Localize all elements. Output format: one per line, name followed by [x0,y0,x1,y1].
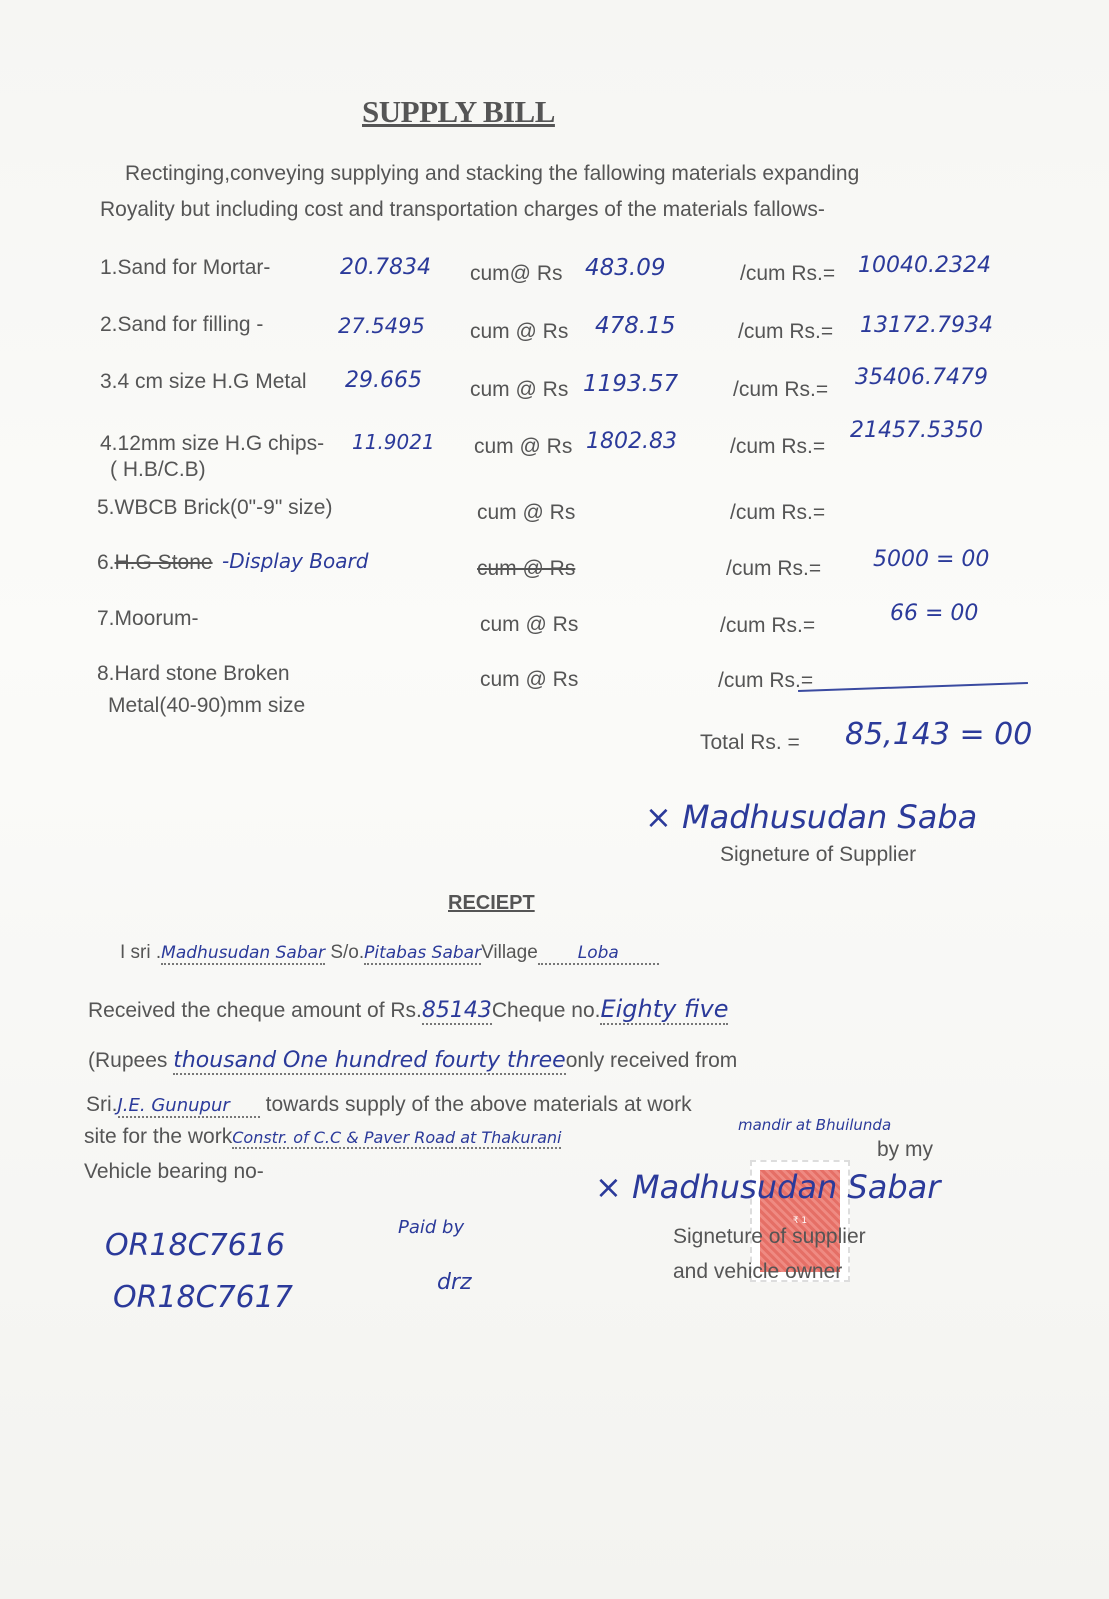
sri-label: Sri. [86,1093,118,1116]
item-6-label [97,551,213,575]
receipt-signature-label: Signeture of supplier [673,1225,866,1248]
cheque-hand: Eighty five [600,995,729,1023]
receipt-line-5 [84,1125,561,1149]
item-3-rate: 1193.57 [583,371,679,397]
item-3-amount: 35406.7479 [855,365,988,390]
item-3-rs: /cum Rs.= [733,378,829,401]
village-hand: Loba [538,943,659,965]
total-value: 85,143 = 00 [845,717,1033,752]
item-3-cum: cum @ Rs [470,378,569,401]
rupees-hand: thousand One hundred fourty three [173,1048,566,1073]
vehicle-number-2: OR18C7617 [113,1280,293,1315]
item-7-amount: 66 = 00 [890,601,979,626]
item-6-cum: cum @ Rs [477,557,576,580]
item-1-rs: /cum Rs.= [740,262,836,285]
only-label: only received from [565,1049,738,1072]
item-5-cum: cum @ Rs [477,501,576,524]
item-1-amount: 10040.2324 [858,253,991,278]
cheque-label: Cheque no. [491,999,601,1022]
total-label: Total Rs. = [700,731,800,754]
item-8-cum: cum @ Rs [480,668,579,691]
village-label: Village [481,942,538,963]
intro-line-1: Rectinging,conveying supplying and stacking the fallowing materials expanding [125,162,860,185]
item-7-rs: /cum Rs.= [720,614,816,637]
vehicle-label: Vehicle bearing no- [84,1160,264,1183]
so-label: S/o. [330,942,365,963]
sri-hand: J.E. Gunupur [118,1095,260,1118]
intro-line-2: Royality but including cost and transportation charges of the materials fallows- [100,198,825,221]
rupees-label: (Rupees [88,1049,168,1072]
receipt-title: RECIEPT [448,892,535,914]
towards-label: towards supply of the above materials at work [265,1093,692,1116]
revenue-stamp-image: ₹ 1 [760,1170,840,1272]
item-2-amount: 13172.7934 [860,313,993,338]
item-1-rate: 483.09 [585,255,666,281]
item-1-label: 1.Sand for Mortar- [100,256,271,279]
item-4-sub: ( H.B/C.B) [110,458,206,481]
item-6-rs: /cum Rs.= [726,557,822,580]
bill-title: SUPPLY BILL [362,94,555,129]
by-my-label: by my [877,1138,934,1161]
site-label: site for the work [84,1125,233,1148]
item-2-cum: cum @ Rs [470,320,569,343]
vehicle-number-1: OR18C7616 [105,1228,285,1263]
supplier-signature-label: Signeture of Supplier [720,843,917,866]
site-hand-above: mandir at Bhuilunda [738,1116,892,1134]
site-hand: Constr. of C.C & Paver Road at Thakurani [232,1128,562,1147]
receipt-line-2 [88,995,728,1023]
item-4-label: 4.12mm size H.G chips- [100,432,325,455]
i-sri-label: I sri . [120,942,162,963]
paid-note: Paid by [398,1217,465,1238]
item-6-prefix: 6. [97,551,115,574]
receipt-line-4 [86,1093,692,1117]
item-7-cum: cum @ Rs [480,613,579,636]
item-3-qty: 29.665 [345,368,422,393]
item-7-label: 7.Moorum- [97,607,199,630]
item-3-label: 3.4 cm size H.G Metal [100,370,307,393]
item-2-rs: /cum Rs.= [738,320,834,343]
supplier-signature: × Madhusudan Saba [645,798,978,836]
amount-hand: 85143 [421,998,492,1023]
item-5-rs: /cum Rs.= [730,501,826,524]
father-hand: Pitabas Sabar [364,943,482,963]
item-4-cum: cum @ Rs [474,435,573,458]
item-2-label: 2.Sand for filling - [100,313,264,336]
item-4-rs: /cum Rs.= [730,435,826,458]
item-4-amount: 21457.5350 [850,418,983,443]
total-rule [798,682,1028,692]
receipt-signature: × Madhusudan Sabar [595,1168,941,1206]
item-6-struck: H.G Stone [114,551,213,574]
item-2-rate: 478.15 [595,313,676,339]
item-6-hand-label: -Display Board [222,549,369,573]
received-label: Received the cheque amount of Rs. [88,999,422,1022]
item-8-label: 8.Hard stone Broken [97,662,290,685]
item-4-rate: 1802.83 [586,429,677,454]
item-4-qty: 11.9021 [352,430,435,454]
item-8-rs: /cum Rs.= [718,669,814,692]
receipt-line-1 [120,942,659,964]
item-6-amount: 5000 = 00 [873,547,990,572]
receipt-line-3 [88,1048,737,1073]
paid-signature: drz [437,1270,472,1295]
item-2-qty: 27.5495 [338,314,425,338]
item-1-cum: cum@ Rs [470,262,563,285]
item-8-sub: Metal(40-90)mm size [108,694,306,717]
receipt-signature-label-2: and vehicle owner [673,1260,843,1283]
item-5-label: 5.WBCB Brick(0"-9" size) [97,496,333,519]
item-1-qty: 20.7834 [340,255,431,280]
name-hand: Madhusudan Sabar [161,943,326,963]
